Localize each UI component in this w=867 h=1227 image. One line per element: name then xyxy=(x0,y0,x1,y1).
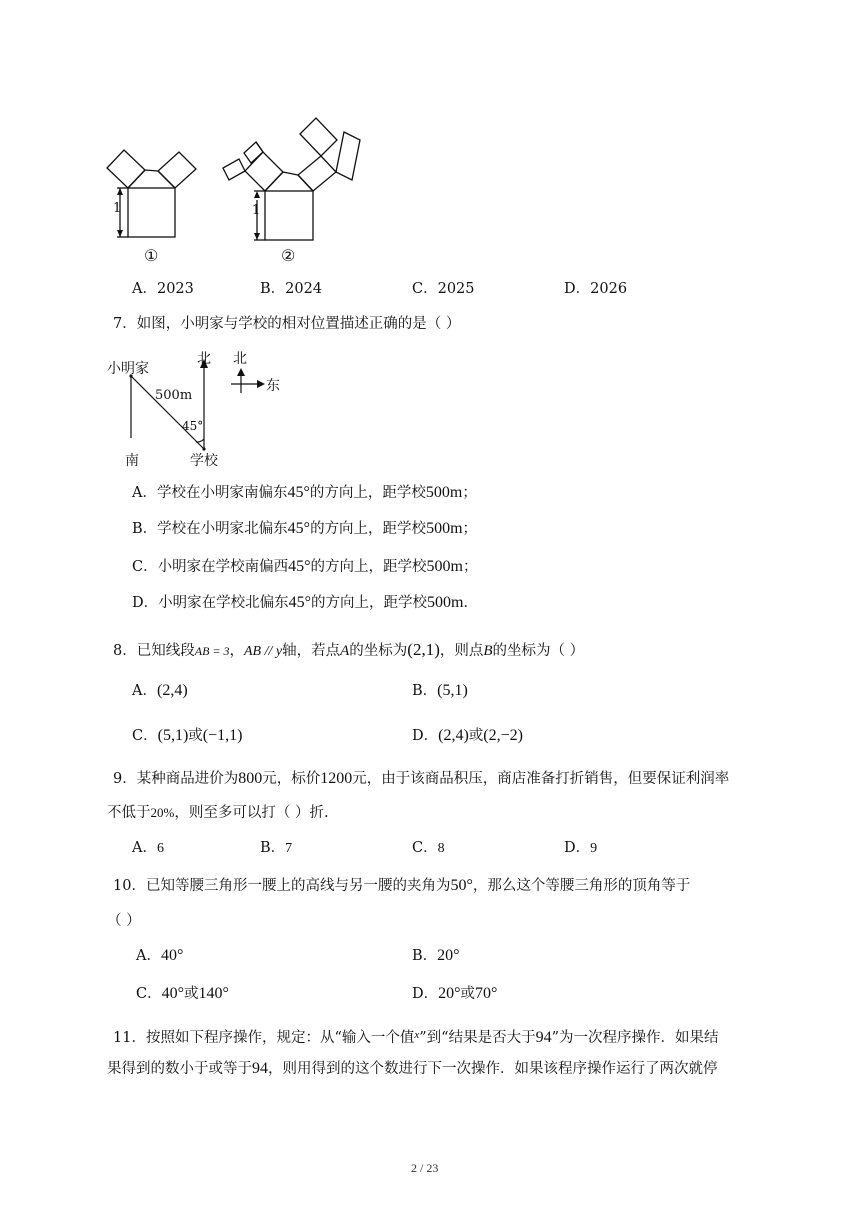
q7-location-diagram xyxy=(100,346,300,471)
option-value: 9 xyxy=(590,841,598,856)
option-value-2: (2,−2) xyxy=(483,727,523,744)
option-letter: A． xyxy=(132,840,157,856)
q10-stem-line-2: （ ） xyxy=(107,913,141,929)
option-end: ； xyxy=(462,559,478,575)
option-letter: B． xyxy=(412,683,438,699)
option-letter: B． xyxy=(260,281,286,297)
q10-stem-line-1 xyxy=(113,876,690,896)
math-ab-equals: AB = 3 xyxy=(194,644,230,658)
stem-text: ”为一次程序操作．如果结 xyxy=(551,1030,719,1046)
math-number: 94 xyxy=(535,1029,552,1046)
q9-stem-line-2 xyxy=(107,803,329,823)
q10-option-b[interactable] xyxy=(412,946,460,966)
option-or: 或 xyxy=(184,986,199,1002)
q6-option-d[interactable] xyxy=(564,279,627,299)
stem-text: ，那么这个等腰三角形的顶角等于 xyxy=(472,878,691,894)
option-value: 7 xyxy=(285,841,293,856)
stem-text: 轴，若点 xyxy=(282,643,341,659)
option-value: 40° xyxy=(160,947,184,964)
option-or: 或 xyxy=(188,728,203,744)
fig1-caption: ① xyxy=(144,246,159,265)
option-angle: 45° xyxy=(287,484,310,501)
q9-option-c[interactable] xyxy=(412,838,445,859)
stem-text: 11．按照如下程序操作，规定：从“输入一个值 xyxy=(113,1030,415,1046)
option-angle: 45° xyxy=(287,520,311,537)
q6-option-b[interactable] xyxy=(260,279,322,299)
label-south: 南 xyxy=(125,453,139,469)
option-distance: 500m xyxy=(426,558,463,575)
stem-text: 的坐标为（ ） xyxy=(492,643,585,659)
q6-option-c[interactable] xyxy=(412,279,475,299)
math-price: 1200 xyxy=(320,770,353,787)
option-letter: A． xyxy=(132,281,157,297)
option-value: 8 xyxy=(437,841,445,856)
math-cost: 800 xyxy=(238,770,263,787)
label-distance: 500m xyxy=(155,388,193,403)
q8-option-c[interactable] xyxy=(132,726,242,746)
option-text: 的方向上，距学校 xyxy=(309,485,426,501)
option-text: 的方向上，距学校 xyxy=(311,595,428,611)
option-letter: A． xyxy=(136,948,161,964)
option-letter: D． xyxy=(564,281,591,297)
option-text: 2026 xyxy=(590,281,628,297)
q7-stem: 7．如图，小明家与学校的相对位置描述正确的是（ ） xyxy=(113,316,461,332)
option-letter: C． xyxy=(412,840,438,856)
option-letter: D． xyxy=(412,986,439,1002)
q8-option-d[interactable] xyxy=(412,726,523,746)
fig2-side-label: 1 xyxy=(252,203,261,218)
option-letter: C． xyxy=(412,281,438,297)
stem-text: ，则点 xyxy=(439,643,484,659)
label-east: 东 xyxy=(266,378,280,394)
option-value: (5,1) xyxy=(157,727,189,744)
option-text: 学校在小明家北偏东 xyxy=(157,521,288,537)
option-letter: C． xyxy=(132,559,158,575)
fig2-caption: ② xyxy=(281,246,296,265)
option-angle: 45° xyxy=(288,558,311,575)
q11-stem-line-2 xyxy=(107,1059,718,1079)
math-point-b: B xyxy=(483,643,493,659)
q10-option-a[interactable] xyxy=(136,946,183,966)
math-point-a: A xyxy=(340,643,350,659)
option-value: 6 xyxy=(156,841,164,856)
q9-option-d[interactable] xyxy=(564,838,597,859)
math-x: x xyxy=(414,1029,420,1041)
stem-text: ”到“结果是否大于 xyxy=(419,1030,536,1046)
math-ab-parallel: AB // y xyxy=(244,644,283,659)
math-rate: 20% xyxy=(150,805,175,820)
math-coordinate: (2,1) xyxy=(407,640,440,659)
label-school: 学校 xyxy=(190,453,218,469)
option-letter: D． xyxy=(132,595,159,611)
option-value-2: 140° xyxy=(198,985,229,1002)
stem-text: 8．已知线段 xyxy=(113,643,195,659)
stem-text: ，则用得到的这个数进行下一次操作．如果该程序操作运行了两次就停 xyxy=(268,1061,718,1077)
option-value-2: (−1,1) xyxy=(202,727,243,744)
stem-text: 9．某种商品进价为 xyxy=(113,771,239,787)
option-value: 20° xyxy=(437,947,460,964)
option-letter: A． xyxy=(132,683,157,699)
option-text: 小明家在学校北偏东 xyxy=(158,595,289,611)
q9-option-b[interactable] xyxy=(260,838,292,859)
stem-text: 果得到的数小于或等于 xyxy=(107,1061,252,1077)
option-text: 学校在小明家南偏东 xyxy=(156,485,288,501)
stem-text: 元，由于该商品积压，商店准备打折销售，但要保证利润率 xyxy=(352,771,730,787)
q8-option-a[interactable] xyxy=(132,681,188,701)
label-home: 小明家 xyxy=(107,361,149,377)
q9-option-a[interactable] xyxy=(132,838,164,859)
option-value: (5,1) xyxy=(437,682,468,699)
stem-text: 不低于 xyxy=(107,805,151,821)
option-value-2: 70° xyxy=(475,985,498,1002)
label-north-a: 北 xyxy=(197,351,211,367)
option-distance: 500m xyxy=(426,520,463,537)
option-text: 的方向上，距学校 xyxy=(310,559,427,575)
q10-option-d[interactable] xyxy=(412,984,497,1004)
stem-text: ，则至多可以打（ ）折. xyxy=(174,805,329,821)
stem-text: 元，标价 xyxy=(262,771,321,787)
option-letter: C． xyxy=(132,728,158,744)
q8-option-b[interactable] xyxy=(412,681,468,701)
option-or: 或 xyxy=(468,728,484,744)
fig1-side-label: 1 xyxy=(113,201,122,216)
option-distance: 500m xyxy=(425,484,463,501)
option-distance: 500m xyxy=(427,594,464,611)
option-letter: B． xyxy=(260,840,286,856)
math-number: 94 xyxy=(252,1060,268,1077)
option-or: 或 xyxy=(460,986,476,1002)
stem-text: 的坐标为 xyxy=(349,643,408,659)
pythagoras-tree-figure-2 xyxy=(218,110,368,265)
option-text: 2023 xyxy=(156,281,194,297)
option-letter: B． xyxy=(132,521,158,537)
label-angle: 45° xyxy=(182,419,204,433)
q7-option-b[interactable] xyxy=(132,519,477,539)
q10-option-c[interactable] xyxy=(136,984,229,1004)
math-angle: 50° xyxy=(450,877,473,894)
stem-text: 10．已知等腰三角形一腰上的高线与另一腰的夹角为 xyxy=(113,878,451,894)
q7-option-a[interactable] xyxy=(132,483,477,503)
option-value: (2,4) xyxy=(438,727,469,744)
q9-stem-line-1 xyxy=(113,769,729,789)
option-letter: C． xyxy=(136,986,162,1002)
option-letter: B． xyxy=(412,948,438,964)
q6-option-a[interactable] xyxy=(132,279,194,299)
option-text: 的方向上，距学校 xyxy=(310,521,427,537)
option-text: 2025 xyxy=(437,281,475,297)
option-letter: D． xyxy=(564,840,591,856)
label-north-b: 北 xyxy=(233,351,247,367)
q11-stem-line-1 xyxy=(113,1025,719,1048)
option-value: 20° xyxy=(438,985,461,1002)
option-letter: D． xyxy=(412,728,439,744)
page-number: 2 / 23 xyxy=(411,1161,439,1175)
option-end: ． xyxy=(463,595,478,611)
option-end: ； xyxy=(462,485,477,501)
option-angle: 45° xyxy=(288,594,312,611)
option-value: (2,4) xyxy=(156,682,188,699)
q8-stem xyxy=(113,640,584,662)
stem-text: ， xyxy=(229,643,244,659)
option-end: ； xyxy=(462,521,478,537)
q7-option-c[interactable] xyxy=(132,557,477,577)
option-letter: A． xyxy=(132,485,157,501)
option-text: 2024 xyxy=(285,281,323,297)
option-text: 小明家在学校南偏西 xyxy=(157,559,289,575)
q7-option-d[interactable] xyxy=(132,593,478,613)
option-value: 40° xyxy=(161,985,185,1002)
